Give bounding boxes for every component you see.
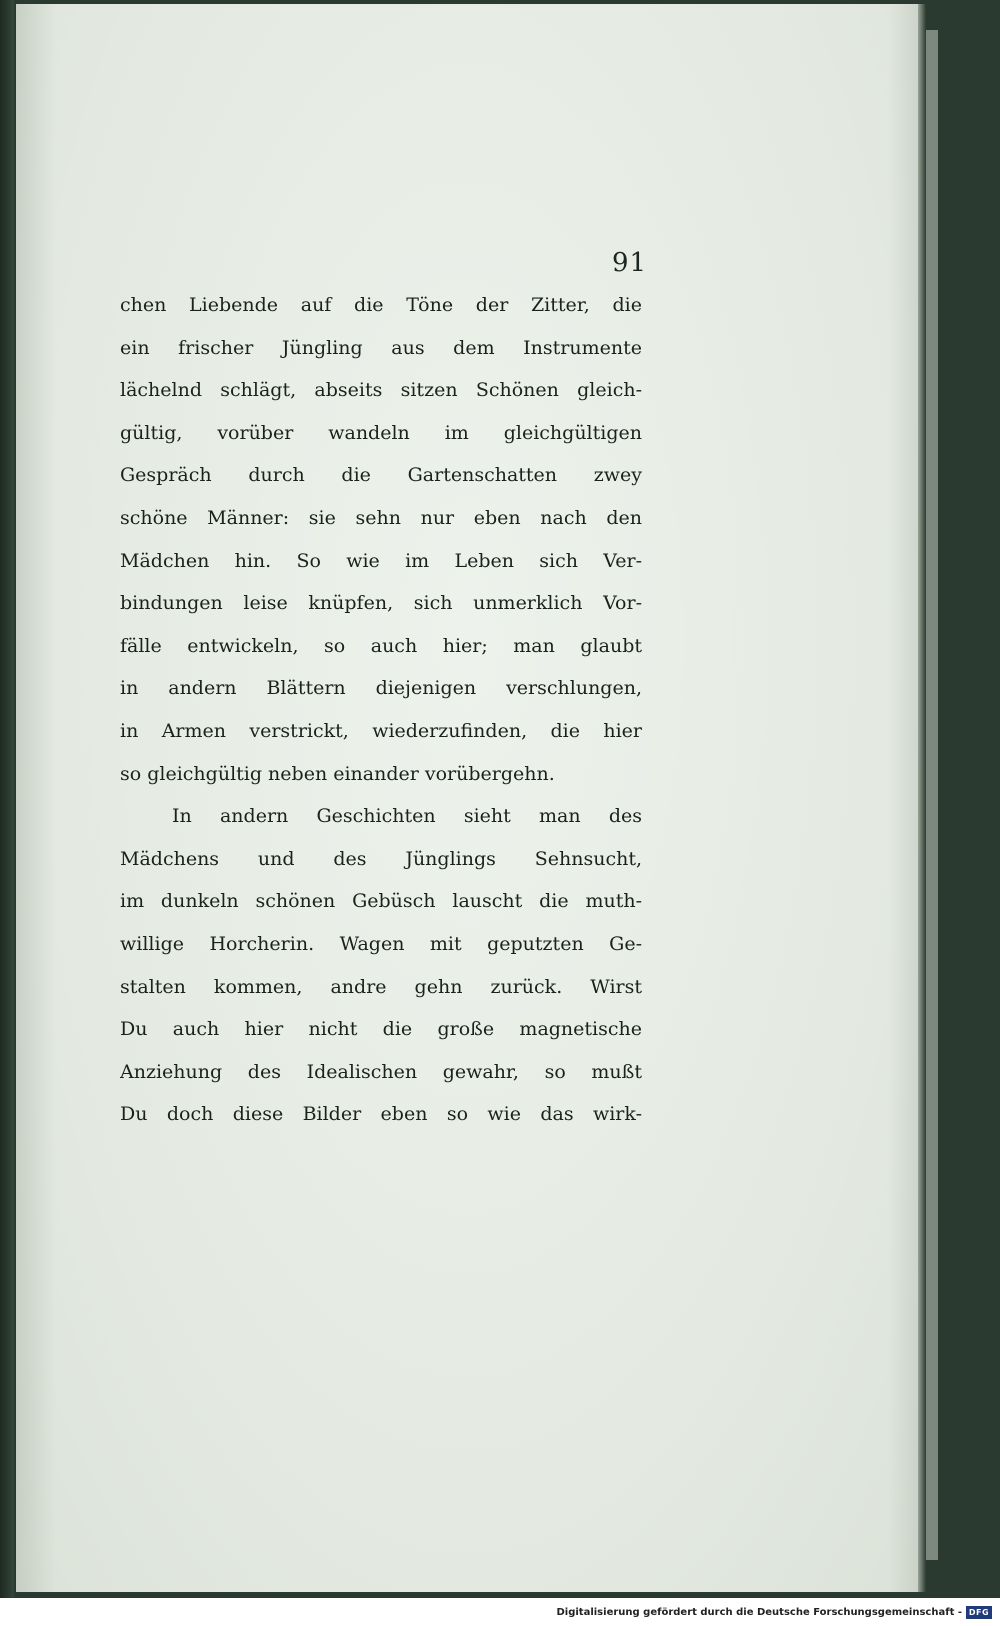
text-line: so gleichgültig neben einander vorübergehn. [120,762,555,785]
dfg-logo: DFG [966,1606,992,1619]
page-edge-shadow [918,4,926,1592]
page-edge-strip [926,30,938,1560]
text-line: Anziehung des Idealischen gewahr, so mußt [120,1060,642,1083]
text-line: in Armen verstrickt, wiederzufinden, die hier [120,719,642,742]
text-line: im dunkeln schönen Gebüsch lauscht die muth- [120,890,642,913]
text-line: Du auch hier nicht die große magnetische [120,1018,642,1041]
paragraph-start-line: In andern Geschichten sieht man des [172,805,642,828]
text-line: in andern Blättern diejenigen verschlungen, [120,677,642,700]
text-line: Mädchens und des Jünglings Sehnsucht, [120,847,642,870]
text-line: willige Horcherin. Wagen mit geputzten Ge- [120,932,642,955]
text-line: stalten kommen, andre gehn zurück. Wirst [120,975,642,998]
text-line: Du doch diese Bilder eben so wie das wirk- [120,1103,642,1126]
text-line: Gespräch durch die Gartenschatten zwey [120,464,642,487]
text-line: gültig, vorüber wandeln im gleichgültigen [120,421,642,444]
footer-credit: Digitalisierung gefördert durch die Deutsche Forschungsgemeinschaft - [556,1607,962,1618]
body-text [120,284,642,1136]
scan-left-edge [0,0,14,1598]
text-line: Mädchen hin. So wie im Leben sich Ver- [120,549,642,572]
text-line: bindungen leise knüpfen, sich unmerklich Vor- [120,592,642,615]
text-line: lächelnd schlägt, abseits sitzen Schönen gleich- [120,379,642,402]
text-line: fälle entwickeln, so auch hier; man glaubt [120,634,642,657]
text-line: chen Liebende auf die Töne der Zitter, die [120,294,642,316]
page-number: 91 [612,248,648,278]
text-line: ein frischer Jüngling aus dem Instrumente [120,336,642,359]
text-line: schöne Männer: sie sehn nur eben nach den [120,506,642,529]
